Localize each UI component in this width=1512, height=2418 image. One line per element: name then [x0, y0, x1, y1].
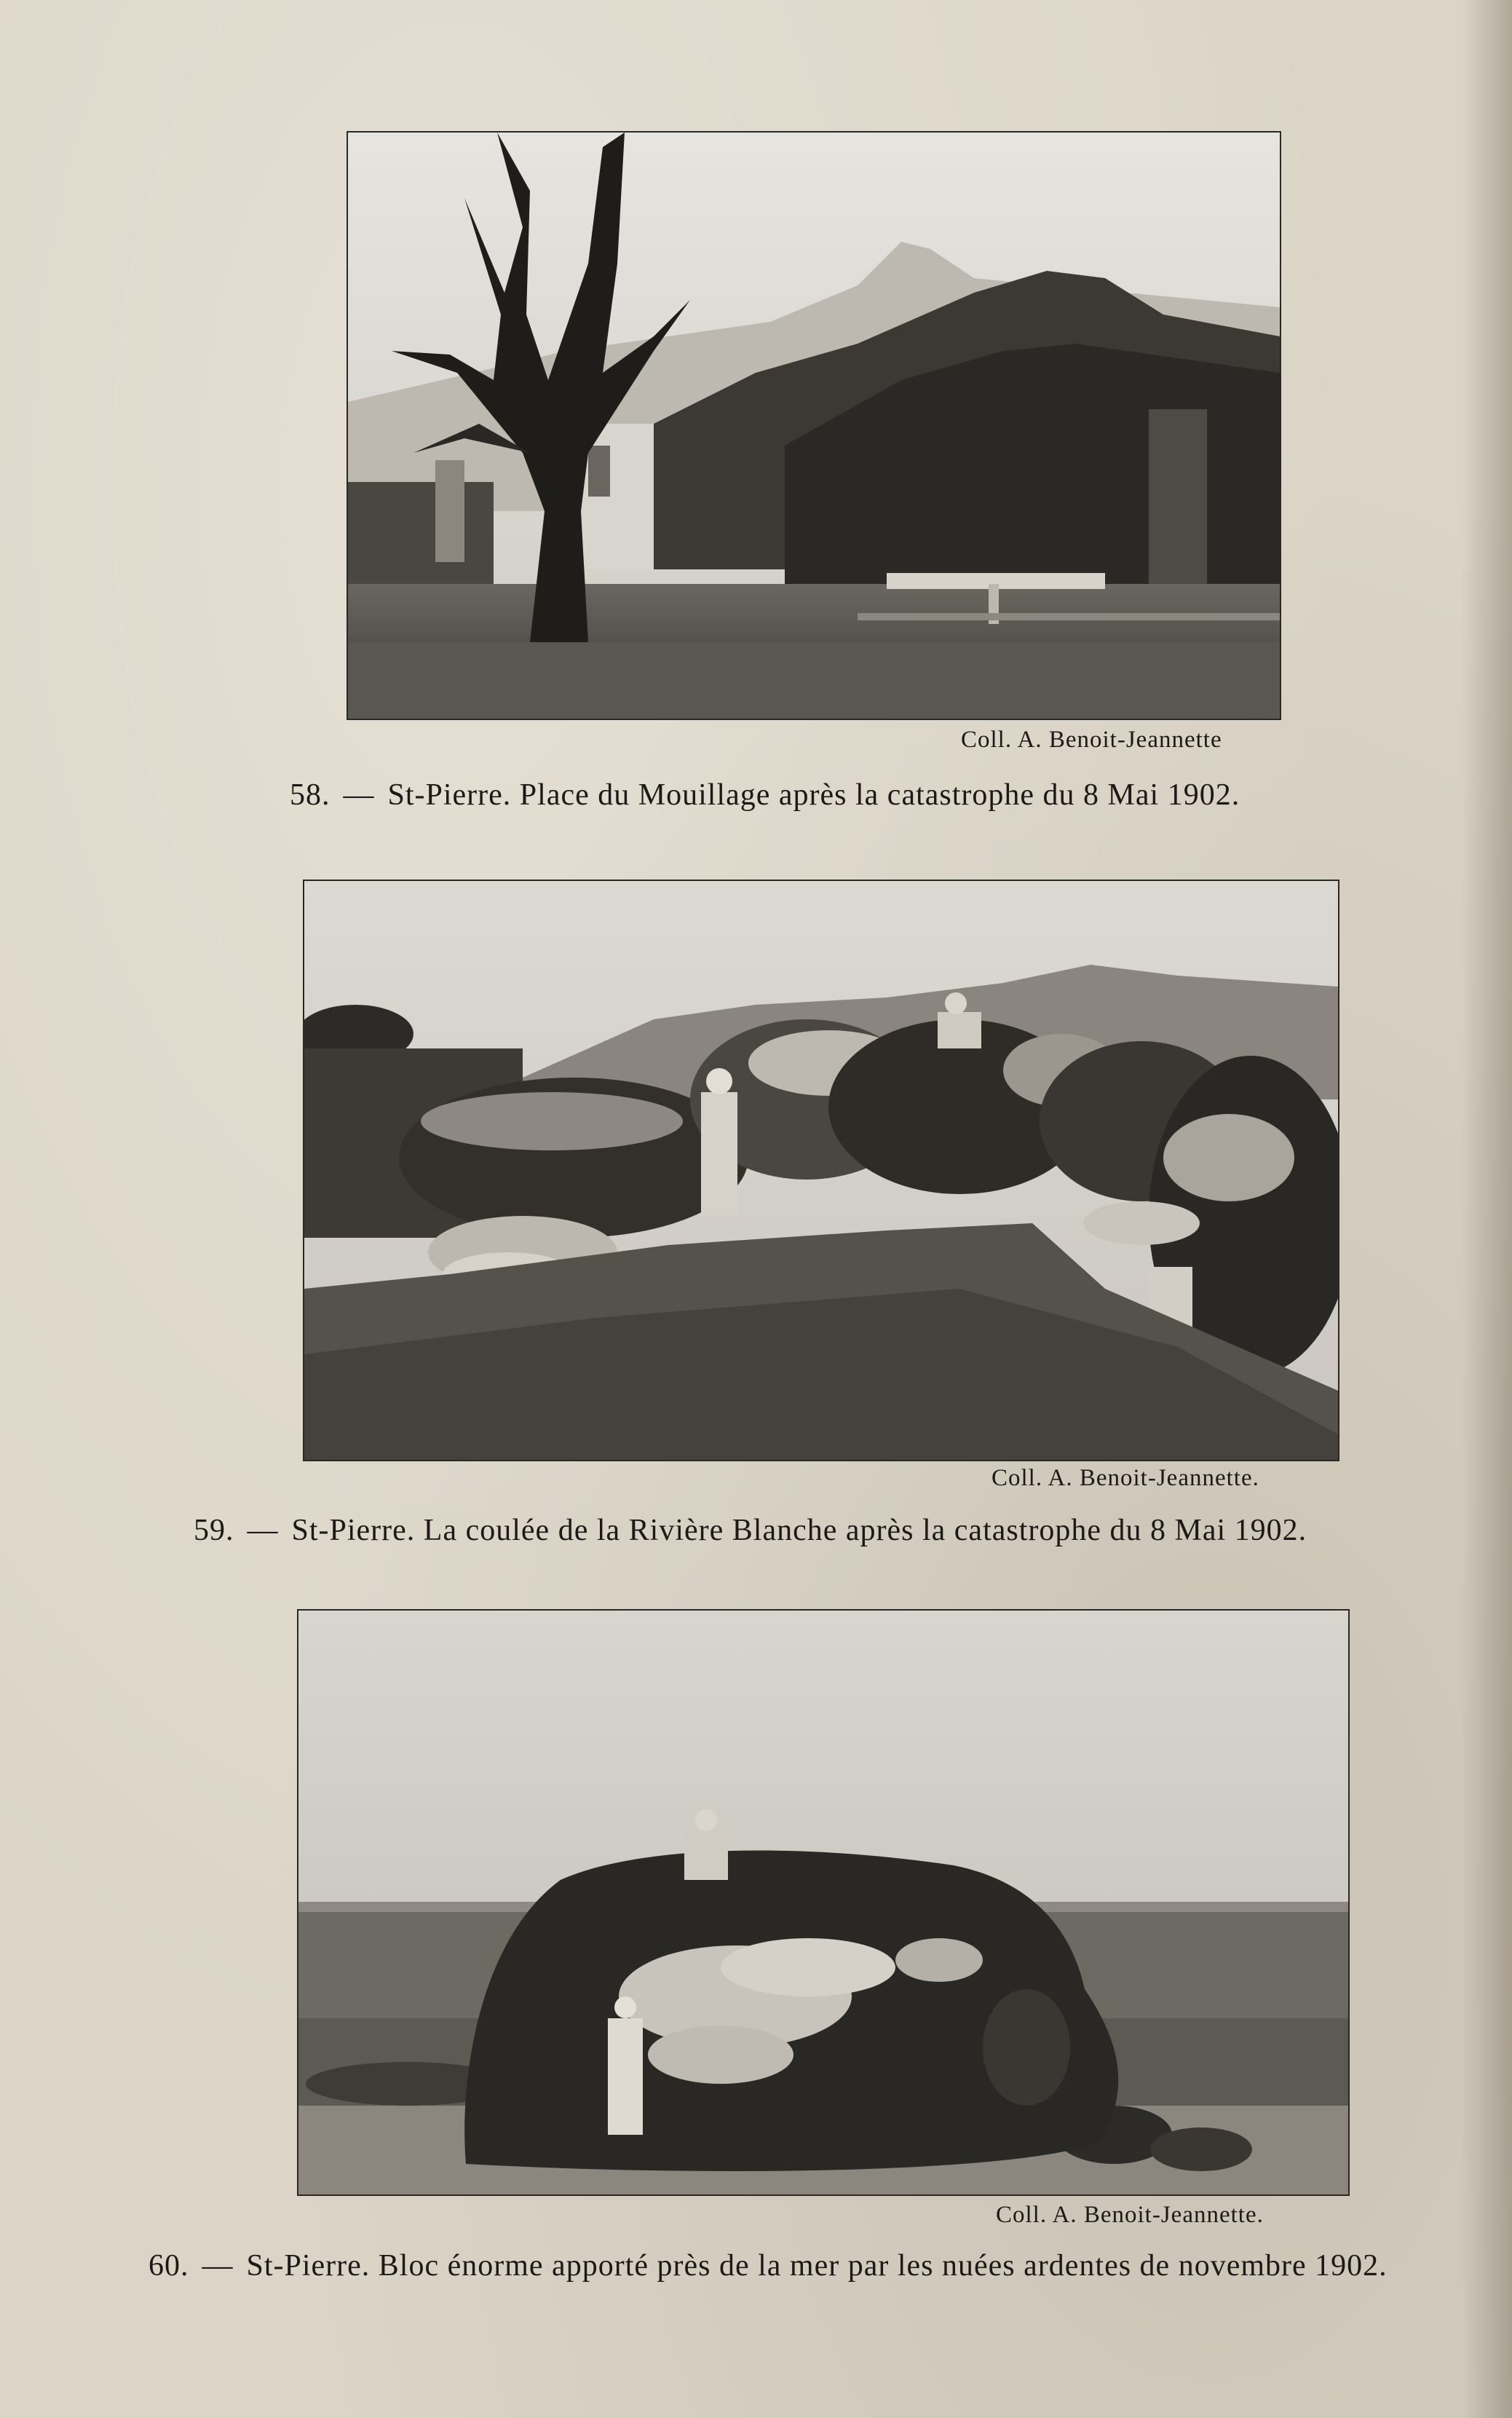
- photo-60-credit: Coll. A. Benoit-Jeannette.: [996, 2202, 1264, 2228]
- photo-58-place-du-mouillage: [348, 133, 1280, 719]
- photo-59-image: [304, 881, 1338, 1460]
- photo-58-credit: Coll. A. Benoit-Jeannette: [961, 727, 1222, 753]
- figure-59-caption-text: St-Pierre. La coulée de la Rivière Blanche après la catastrophe du 8 Mai 1902.: [291, 1514, 1307, 1547]
- figure-58-dash: —: [343, 778, 375, 812]
- figure-60-number: 60.: [149, 2249, 189, 2283]
- page-edge-shadow: [1461, 0, 1512, 2418]
- figure-59-dash: —: [247, 1514, 279, 1547]
- photo-60-bloc-enorme: [298, 1611, 1348, 2194]
- figure-58-number: 58.: [290, 778, 330, 812]
- figure-60-caption-text: St-Pierre. Bloc énorme apporté près de la mer par les nuées ardentes de novembre 1902.: [246, 2249, 1388, 2283]
- figure-60-caption: [149, 2248, 1388, 2283]
- figure-60-dash: —: [202, 2249, 234, 2283]
- figure-59-number: 59.: [194, 1514, 234, 1547]
- photo-60-image: [298, 1611, 1348, 2194]
- figure-58-caption-text: St-Pierre. Place du Mouillage après la catastrophe du 8 Mai 1902.: [387, 778, 1240, 812]
- photo-59-credit: Coll. A. Benoit-Jeannette.: [991, 1465, 1259, 1491]
- figure-58-caption: [290, 778, 1240, 813]
- photo-59-coulee-riviere-blanche: [304, 881, 1338, 1460]
- photo-58-image: [348, 133, 1280, 719]
- figure-59-caption: [194, 1513, 1307, 1548]
